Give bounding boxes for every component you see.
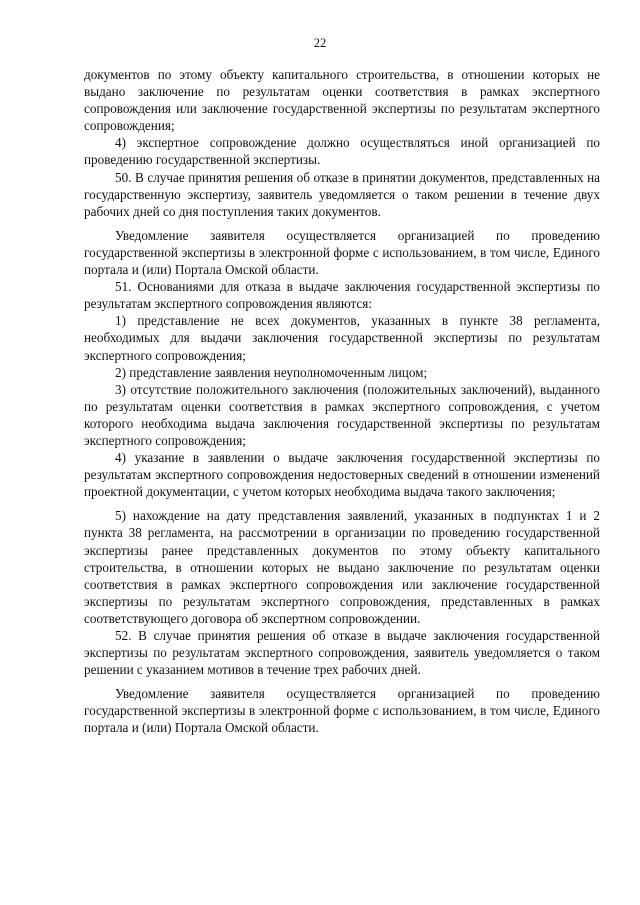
paragraph-51-item-4: 4) указание в заявлении о выдаче заключения государственной экспертизы по результатам экспертного сопровождения недостоверных сведений в отношении изменений проектной документации, с учетом которых необходима выдача такого заключения; (84, 450, 600, 500)
paragraph-continuation: документов по этому объекту капитального строительства, в отношении которых не выдано заключение по результатам оценки соответствия в рамках экспертного сопровождения или заключение государственной экспертизы по результатам экспертного сопровождения; (84, 67, 600, 134)
paragraph-51-item-5: 5) нахождение на дату представления заявлений, указанных в подпунктах 1 и 2 пункта 38 регламента, на рассмотрении в организации по проведению государственной экспертизы ранее представленных документов по этому объекту капитального строительства, в отношении которых не выдано заключение по результатам оценки соответствия в рамках экспертного сопровождения или заключение государственной экспертизы по результатам экспертного сопровождения, представленных в рамках соответствующего договора об экспертном сопровождении. (84, 508, 600, 626)
paragraph-51-item-3: 3) отсутствие положительного заключения (положительных заключений), выданного по результатам оценки соответствия в рамках экспертного сопровождения, с учетом которого необходима выдача заключения государственной экспертизы по результатам экспертного сопровождения; (84, 381, 600, 448)
paragraph-52: 52. В случае принятия решения об отказе в выдаче заключения государственной экспертизы по результатам экспертного сопровождения, заявитель уведомляется о таком решении с указанием мотивов в течение трех рабочих дней. (84, 628, 600, 678)
paragraph-51-item-2: 2) представление заявления неуполномоченным лицом; (115, 364, 428, 380)
paragraph-50: 50. В случае принятия решения об отказе в принятии документов, представленных на государственную экспертизу, заявитель уведомляется о таком решении в течение двух рабочих дней со дня поступления таких документов. (84, 169, 600, 219)
paragraph-notification-1: Уведомление заявителя осуществляется организацией по проведению государственной экспертизы в электронной форме с использованием, в том числе, Единого портала и (или) Портала Омской области. (84, 227, 600, 278)
paragraph-item-4: 4) экспертное сопровождение должно осуществляться иной организацией по проведению государственной экспертизы. (84, 135, 600, 168)
paragraph-notification-2: Уведомление заявителя осуществляется организацией по проведению государственной экспертизы в электронной форме с использованием, в том числе, Единого портала и (или) Портала Омской области. (84, 686, 600, 736)
paragraph-51-item-1: 1) представление не всех документов, указанных в пункте 38 регламента, необходимых для выдачи заключения государственной экспертизы по результатам экспертного сопровождения; (84, 313, 600, 363)
page-number: 22 (313, 36, 327, 50)
paragraph-51: 51. Основаниями для отказа в выдаче заключения государственной экспертизы по результатам экспертного сопровождения являются: (84, 279, 600, 312)
document-body (84, 66, 600, 737)
